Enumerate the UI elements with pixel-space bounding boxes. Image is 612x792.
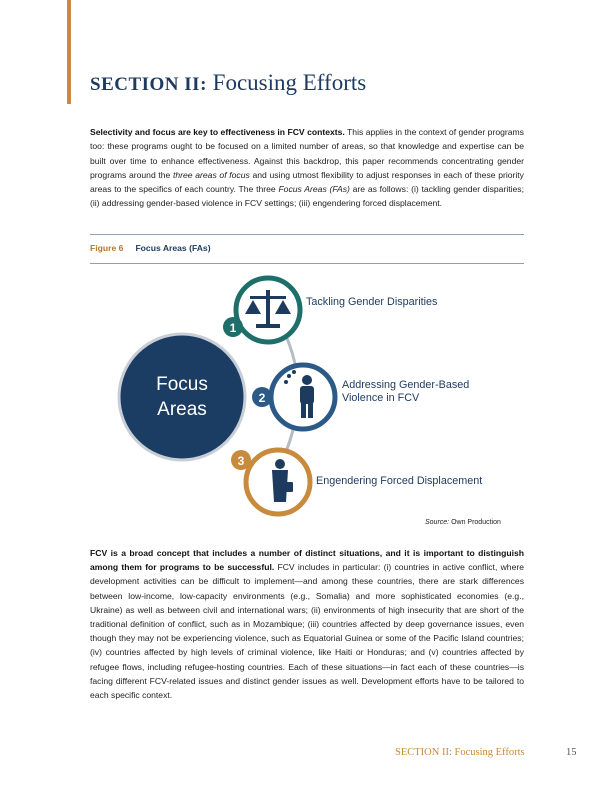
- header-accent-bar: [67, 0, 71, 104]
- page-number: 15: [566, 747, 577, 758]
- section-title-lead: SECTION II:: [90, 74, 207, 95]
- source-text: Own Production: [449, 519, 501, 526]
- focus-area-1-number: 1: [229, 321, 237, 335]
- figure-number: Figure 6: [90, 243, 124, 253]
- focus-area-3-number: 3: [237, 454, 245, 468]
- figure-top-rule: [90, 234, 524, 235]
- focus-area-1-label: Tackling Gender Disparities: [306, 296, 438, 308]
- body-paragraph: [90, 546, 524, 702]
- focus-area-2-number: 2: [258, 391, 266, 405]
- intro-italic-2: Focus Areas (FAs): [278, 184, 350, 195]
- intro-text-3: are as follows: (i) tackling gender disparities; (ii) addressing gender-based violence in FCV settings; (iii) engendering forced displacement.: [90, 184, 524, 209]
- center-circle: [119, 334, 245, 460]
- body-lead: FCV is a broad concept that includes a number of distinct situations, and it is important to distinguish among them for programs to be successful.: [90, 548, 524, 573]
- figure-source: [425, 519, 501, 526]
- source-label: Source:: [425, 519, 450, 526]
- center-label-line2: Areas: [157, 399, 207, 420]
- figure-caption: [90, 243, 211, 253]
- section-title: [90, 70, 366, 96]
- figure-bottom-rule: [90, 263, 524, 264]
- figure-title: Focus Areas (FAs): [135, 243, 211, 253]
- intro-paragraph: [90, 125, 524, 211]
- footer-running-title: SECTION II: Focusing Efforts: [395, 747, 525, 758]
- focus-area-3-label: Engendering Forced Displacement: [316, 475, 483, 487]
- body-text: FCV includes in particular: (i) countries in active conflict, where development activities can be difficult to implement—and among these countries, there are stark differences between low-income, low-capacity environments (e.g., Somalia) and more sophisticated economies (e.g., Ukraine) as well as between civil and international wars; (ii) environments of high insecurity that are short of the traditional definition of conflict, such as in Mozambique; (iii) countries affected by deep governance issues, even though they may not be experiencing violence, such as Equatorial Guinea or some of the Pacific Island countries; (iv) countries affected by high levels of criminal violence, like Haiti or Honduras; and (v) countries affected by refugee flows, including refugee-hosting countries. Each of these situations—in fact each of these countries—is facing different FCV-related issues and distinct gender issues as well. Development efforts have to be tailored to each specific context.: [90, 562, 524, 701]
- focus-area-2-label: [342, 379, 469, 405]
- focus-area-2-label-line1: Addressing Gender-Based: [342, 379, 470, 391]
- center-label-line1: Focus: [156, 374, 208, 395]
- intro-text-1: This applies in the context of gender programs too: these programs ought to be focused on a limited number of areas, so that knowledge and expertise can be built over time to enhance effectiveness. Against this backdrop, this paper recommends concentrating gender programs around the: [90, 127, 524, 180]
- focus-area-2-label-line2: Violence in FCV: [342, 392, 420, 404]
- section-title-text: Focusing Efforts: [212, 70, 367, 95]
- intro-lead: Selectivity and focus are key to effectiveness in FCV contexts.: [90, 127, 345, 137]
- intro-text-2: and using utmost flexibility to adjust responses in each of these priority areas to the specifics of each country. The three: [90, 169, 524, 195]
- intro-italic-1: three areas of focus: [173, 169, 250, 180]
